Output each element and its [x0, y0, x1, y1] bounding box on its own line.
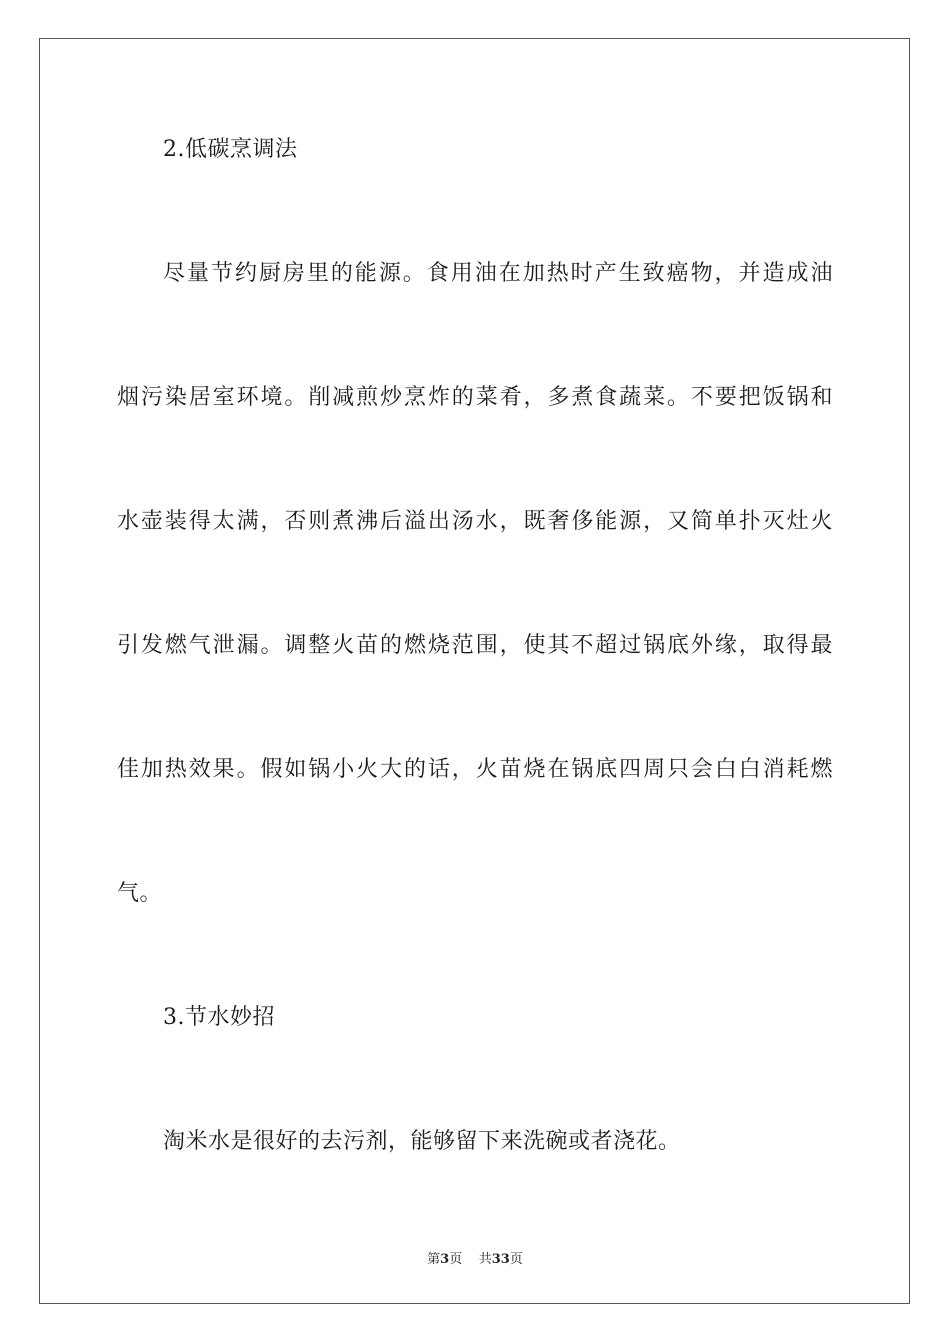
paragraph-line: 水壶装得太满，否则煮沸后溢出汤水，既奢侈能源，又简单扑灭灶火: [117, 509, 833, 534]
paragraph-line: 烟污染居室环境。削减煎炒烹炸的菜肴，多煮食蔬菜。不要把饭锅和: [117, 385, 833, 410]
section-heading: 3.节水妙招: [163, 1005, 275, 1030]
section-heading: 2.低碳烹调法: [163, 137, 298, 162]
paragraph-line: 佳加热效果。假如锅小火大的话，火苗烧在锅底四周只会白白消耗燃: [117, 757, 833, 782]
page-border: [39, 38, 910, 1304]
page-number: 3: [440, 1252, 450, 1267]
paragraph-line: 尽量节约厨房里的能源。食用油在加热时产生致癌物，并造成油: [163, 261, 833, 286]
paragraph-line: 气。: [117, 881, 163, 906]
page-label-suffix: 页: [449, 1252, 463, 1267]
total-pages: 33: [491, 1252, 510, 1267]
paragraph-line: 引发燃气泄漏。调整火苗的燃烧范围，使其不超过锅底外缘，取得最: [117, 633, 833, 658]
page-label-prefix: 第: [427, 1252, 441, 1267]
total-label-prefix: 共: [478, 1252, 492, 1267]
paragraph-line: 淘米水是很好的去污剂，能够留下来洗碗或者浇花。: [163, 1129, 681, 1154]
page-footer: [0, 1248, 950, 1267]
total-label-suffix: 页: [509, 1252, 523, 1267]
